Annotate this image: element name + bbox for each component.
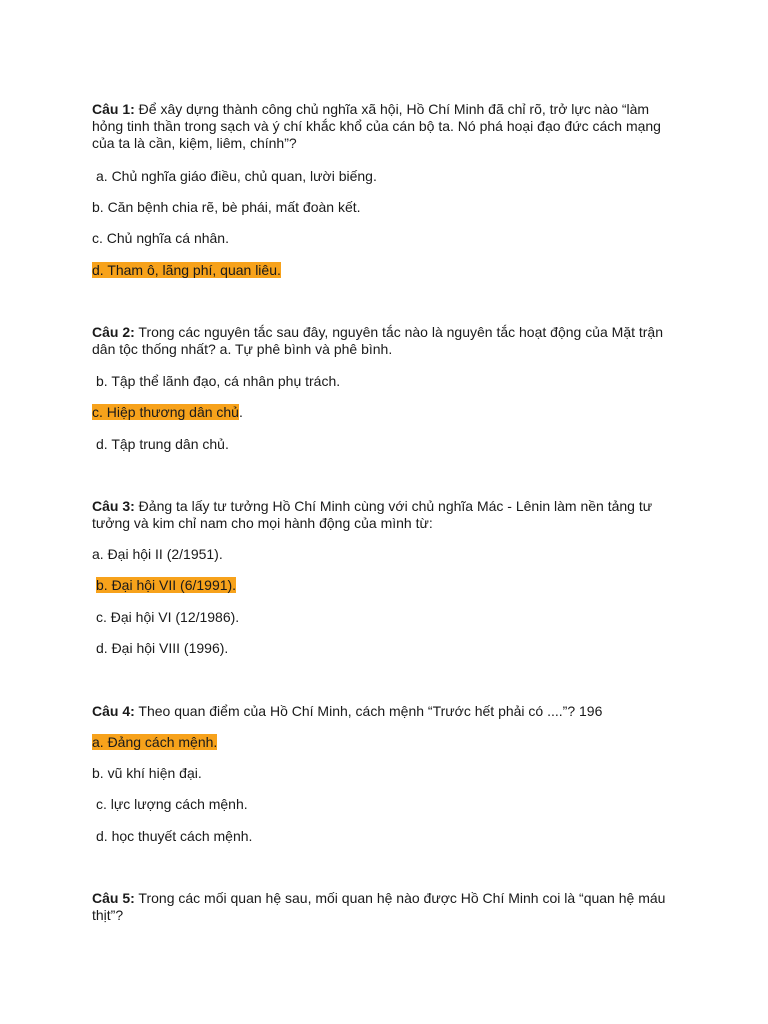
highlighted-answer: a. Đảng cách mệnh. [92, 734, 218, 750]
question-3-label: Câu 3: [92, 498, 135, 514]
question-3-answer-c: c. Đại hội VI (12/1986). [96, 609, 240, 625]
question-2-label: Câu 2: [92, 324, 135, 340]
question-5-text [92, 890, 682, 924]
question-5-body: Trong các mối quan hệ sau, mối quan hệ nào được Hồ Chí Minh coi là “quan hệ máu thịt”? [92, 890, 666, 923]
question-1-answer-d [92, 262, 281, 279]
question-3-body: Đảng ta lấy tư tưởng Hồ Chí Minh cùng với chủ nghĩa Mác - Lênin làm nền tảng tư tưởng và kim chỉ nam cho mọi hành động của mình từ: [92, 498, 653, 531]
question-1-answer-c: c. Chủ nghĩa cá nhân. [92, 230, 229, 246]
highlighted-answer: c. Hiệp thương dân chủ [92, 404, 239, 420]
question-4-text [92, 703, 682, 720]
question-2 [92, 324, 682, 358]
question-2-answer-d: d. Tập trung dân chủ. [96, 436, 229, 452]
question-2-text [92, 324, 682, 358]
question-1 [92, 101, 682, 152]
question-4-answer-b: b. vũ khí hiện đại. [92, 765, 202, 781]
question-4-body: Theo quan điểm của Hồ Chí Minh, cách mệnh “Trước hết phải có ....”? 196 [134, 703, 603, 719]
question-4-label: Câu 4: [92, 703, 135, 719]
highlighted-answer: d. Tham ô, lãng phí, quan liêu. [92, 262, 281, 278]
question-2-answer-b: b. Tập thể lãnh đạo, cá nhân phụ trách. [96, 373, 341, 389]
question-1-text [92, 101, 682, 152]
question-1-answer-a: a. Chủ nghĩa giáo điều, chủ quan, lười biếng. [96, 168, 377, 184]
question-3-answer-a: a. Đại hội II (2/1951). [92, 546, 223, 562]
question-3-answer-b [96, 577, 236, 594]
question-4 [92, 703, 682, 720]
question-4-answer-c: c. lực lượng cách mệnh. [96, 796, 248, 812]
question-2-body: Trong các nguyên tắc sau đây, nguyên tắc nào là nguyên tắc hoạt động của Mặt trận dân tộc thống nhất? a. Tự phê bình và phê bình. [92, 324, 664, 357]
question-3 [92, 498, 682, 532]
question-4-answer-a [92, 734, 217, 751]
question-1-answer-b: b. Căn bệnh chia rẽ, bè phái, mất đoàn kết. [92, 199, 361, 215]
highlighted-answer: b. Đại hội VII (6/1991). [96, 577, 237, 593]
question-4-answer-d: d. học thuyết cách mệnh. [96, 828, 253, 844]
question-2-answer-c: c. Hiệp thương dân chủ. [92, 404, 243, 420]
question-3-text [92, 498, 682, 532]
question-1-body: Để xây dựng thành công chủ nghĩa xã hội, Hồ Chí Minh đã chỉ rõ, trở lực nào “làm hỏng tinh thần trong sạch và ý chí khắc khổ của cán bộ ta. Nó phá hoại đạo đức cách mạng của ta là cần, kiệm, liêm, chính”? [92, 101, 661, 151]
question-3-answer-d: d. Đại hội VIII (1996). [96, 640, 229, 656]
question-5 [92, 890, 682, 924]
question-5-label: Câu 5: [92, 890, 135, 906]
question-1-label: Câu 1: [92, 101, 135, 117]
